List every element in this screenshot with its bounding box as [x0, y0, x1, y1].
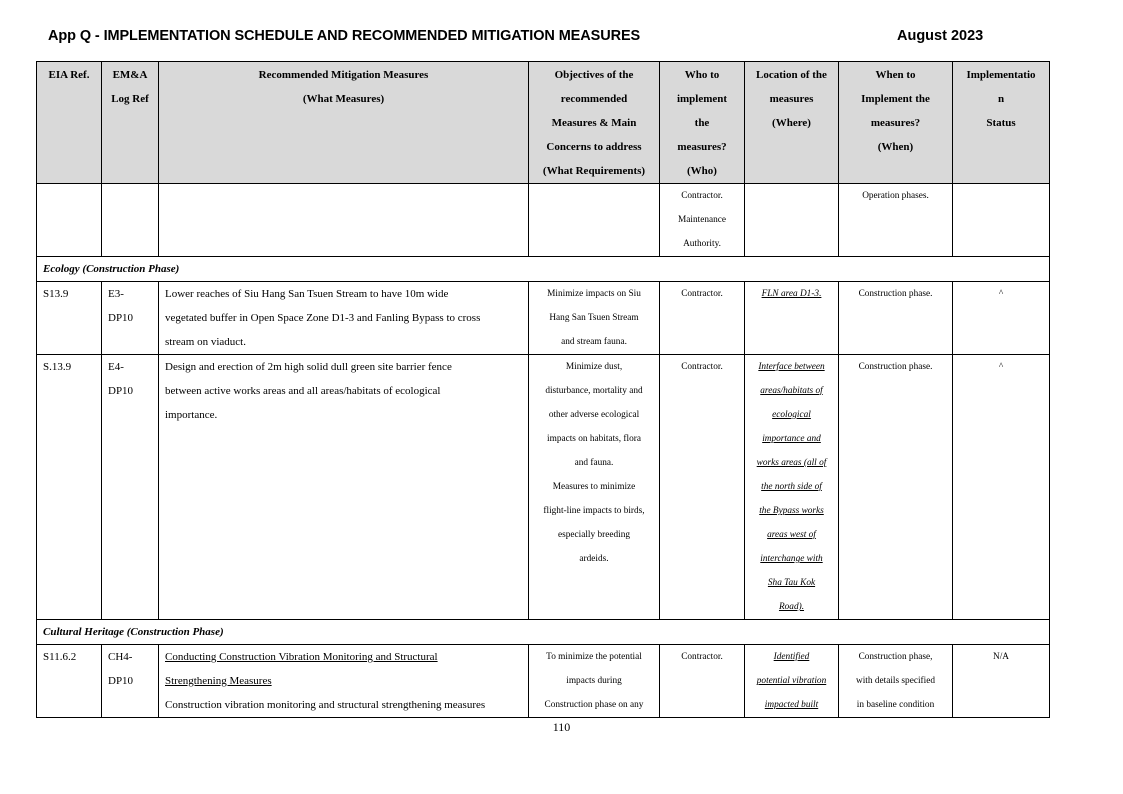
- section-heading-row: [37, 620, 1050, 645]
- table-row: [37, 355, 1050, 620]
- table-row: [37, 282, 1050, 355]
- table-row: [37, 645, 1050, 718]
- status-cell: ^: [953, 355, 1050, 620]
- location-cell: FLN area D1-3.: [745, 282, 839, 355]
- measure-cell: Lower reaches of Siu Hang San Tsuen Stream to have 10m wide vegetated buffer in Open Space Zone D1-3 and Fanling Bypass to cross stream on viaduct.: [159, 282, 529, 355]
- who-cell: Contractor.: [660, 355, 745, 620]
- status-cell: N/A: [953, 645, 1050, 718]
- location-cell: Interface between areas/habitats of ecological importance and works areas (all of the north side of the Bypass works areas west of interchange with Sha Tau Kok Road).: [745, 355, 839, 620]
- col-header-eia-ref: EIA Ref.: [37, 62, 102, 184]
- col-header-who: Who to implement the measures? (Who): [660, 62, 745, 184]
- col-header-status: Implementatio n Status: [953, 62, 1050, 184]
- implementation-schedule-table: [36, 61, 1050, 718]
- table-row: [37, 184, 1050, 257]
- status-cell: ^: [953, 282, 1050, 355]
- page-number: 110: [552, 720, 571, 734]
- when-cell: Construction phase, with details specified in baseline condition: [839, 645, 953, 718]
- eia-ref-cell: S11.6.2: [37, 645, 102, 718]
- measure-cell: Conducting Construction Vibration Monitoring and Structural Strengthening Measures Construction vibration monitoring and structural strengthening measures: [159, 645, 529, 718]
- col-header-when: When to Implement the measures? (When): [839, 62, 953, 184]
- col-header-ema-log-ref: EM&A Log Ref: [102, 62, 159, 184]
- col-header-measures: Recommended Mitigation Measures (What Measures): [159, 62, 529, 184]
- when-cell: Construction phase.: [839, 355, 953, 620]
- log-ref-cell: E3- DP10: [102, 282, 159, 355]
- log-ref-cell: E4- DP10: [102, 355, 159, 620]
- table-header-row: [37, 62, 1050, 184]
- col-header-location: Location of the measures (Where): [745, 62, 839, 184]
- who-cell: Contractor. Maintenance Authority.: [660, 184, 745, 257]
- section-heading: Ecology (Construction Phase): [37, 257, 1050, 282]
- report-date: August 2023: [897, 28, 984, 44]
- objective-cell: Minimize impacts on Siu Hang San Tsuen Stream and stream fauna.: [529, 282, 660, 355]
- eia-ref-cell: S13.9: [37, 282, 102, 355]
- objective-cell: Minimize dust, disturbance, mortality and other adverse ecological impacts on habitats, flora and fauna. Measures to minimize flight-line impacts to birds, especially breeding ardeids.: [529, 355, 660, 620]
- section-heading: Cultural Heritage (Construction Phase): [37, 620, 1050, 645]
- measure-cell: Design and erection of 2m high solid dull green site barrier fence between active works areas and all areas/habitats of ecological importance.: [159, 355, 529, 620]
- col-header-objectives: Objectives of the recommended Measures & Main Concerns to address (What Requirements): [529, 62, 660, 184]
- when-cell: Construction phase.: [839, 282, 953, 355]
- objective-cell: To minimize the potential impacts during Construction phase on any: [529, 645, 660, 718]
- section-heading-row: [37, 257, 1050, 282]
- eia-ref-cell: S.13.9: [37, 355, 102, 620]
- page-title: App Q - IMPLEMENTATION SCHEDULE AND RECOMMENDED MITIGATION MEASURES: [48, 28, 641, 44]
- log-ref-cell: CH4- DP10: [102, 645, 159, 718]
- location-cell: Identified potential vibration impacted built: [745, 645, 839, 718]
- who-cell: Contractor.: [660, 645, 745, 718]
- when-cell: Operation phases.: [839, 184, 953, 257]
- who-cell: Contractor.: [660, 282, 745, 355]
